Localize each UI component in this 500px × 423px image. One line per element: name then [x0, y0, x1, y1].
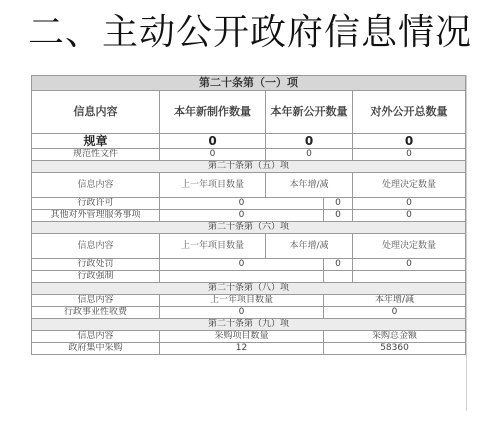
table-cell: 0: [324, 210, 353, 222]
table-row: [32, 134, 466, 149]
section-header: 第二十条第（五）项: [32, 161, 466, 173]
column-header: 采购总金额: [324, 331, 466, 343]
column-header: 本年新制作数量: [160, 91, 266, 134]
table-cell: 规章: [32, 134, 160, 149]
column-header: 本年新公开数量: [266, 91, 353, 134]
column-header-row: [32, 91, 466, 134]
column-header: 对外公开总数量: [353, 91, 466, 134]
section-header-row: [32, 319, 466, 331]
table-cell: 0: [324, 307, 466, 319]
table-cell: [324, 271, 353, 283]
column-header-row: [32, 331, 466, 343]
column-header: 处理决定数量: [353, 173, 466, 198]
table-cell: 其他对外管理服务事项: [32, 210, 160, 222]
table-cell: 0: [160, 198, 324, 210]
column-header: 本年增/减: [266, 234, 353, 259]
column-header: 信息内容: [32, 331, 160, 343]
section-header-row: [32, 76, 466, 91]
column-header: 信息内容: [32, 91, 160, 134]
section-header-row: [32, 283, 466, 295]
table-cell: 0: [160, 210, 324, 222]
section-header-row: [32, 161, 466, 173]
disclosure-table-sheet: [31, 75, 465, 355]
table-cell: 0: [160, 259, 324, 271]
column-header: 本年增/减: [324, 295, 466, 307]
column-header-row: [32, 173, 466, 198]
table-row: [32, 210, 466, 222]
table-cell: 0: [266, 134, 353, 149]
table-cell: 0: [324, 259, 353, 271]
section-header: 第二十条第（一）项: [32, 76, 466, 91]
table-cell: 0: [266, 149, 353, 161]
table-row: [32, 259, 466, 271]
table-cell: 政府集中采购: [32, 343, 160, 355]
column-header: 上一年项目数量: [160, 295, 324, 307]
table-cell: 规范性文件: [32, 149, 160, 161]
table-cell: 0: [353, 198, 466, 210]
table-cell: 58360: [324, 343, 466, 355]
column-header: 上一年项目数量: [160, 173, 266, 198]
table-cell: 12: [160, 343, 324, 355]
table-cell: 0: [160, 134, 266, 149]
table-cell: 0: [324, 198, 353, 210]
table-cell: 0: [353, 210, 466, 222]
table-row: [32, 198, 466, 210]
table-cell: 行政强制: [32, 271, 160, 283]
sheet-edge-line: [466, 75, 467, 411]
column-header: 信息内容: [32, 234, 160, 259]
column-header: 本年增/减: [266, 173, 353, 198]
column-header: 处理决定数量: [353, 234, 466, 259]
table-row: [32, 307, 466, 319]
table-row: [32, 149, 466, 161]
table-cell: 0: [353, 259, 466, 271]
column-header: 上一年项目数量: [160, 234, 266, 259]
table-cell: 0: [160, 149, 266, 161]
table-cell: 0: [353, 149, 466, 161]
section-header: 第二十条第（九）项: [32, 319, 466, 331]
page-title: 二、主动公开政府信息情况: [27, 12, 472, 53]
table-cell: 行政许可: [32, 198, 160, 210]
disclosure-table: [31, 75, 466, 355]
section-header-row: [32, 222, 466, 234]
table-cell: [160, 271, 324, 283]
column-header: 信息内容: [32, 173, 160, 198]
section-header: 第二十条第（六）项: [32, 222, 466, 234]
table-cell: 行政事业性收费: [32, 307, 160, 319]
table-cell: 0: [353, 134, 466, 149]
table-row: [32, 271, 466, 283]
section-header: 第二十条第（八）项: [32, 283, 466, 295]
column-header: 信息内容: [32, 295, 160, 307]
table-cell: 0: [160, 307, 324, 319]
table-cell: [353, 271, 466, 283]
column-header-row: [32, 295, 466, 307]
column-header: 采购项目数量: [160, 331, 324, 343]
table-row: [32, 343, 466, 355]
column-header-row: [32, 234, 466, 259]
table-cell: 行政处罚: [32, 259, 160, 271]
